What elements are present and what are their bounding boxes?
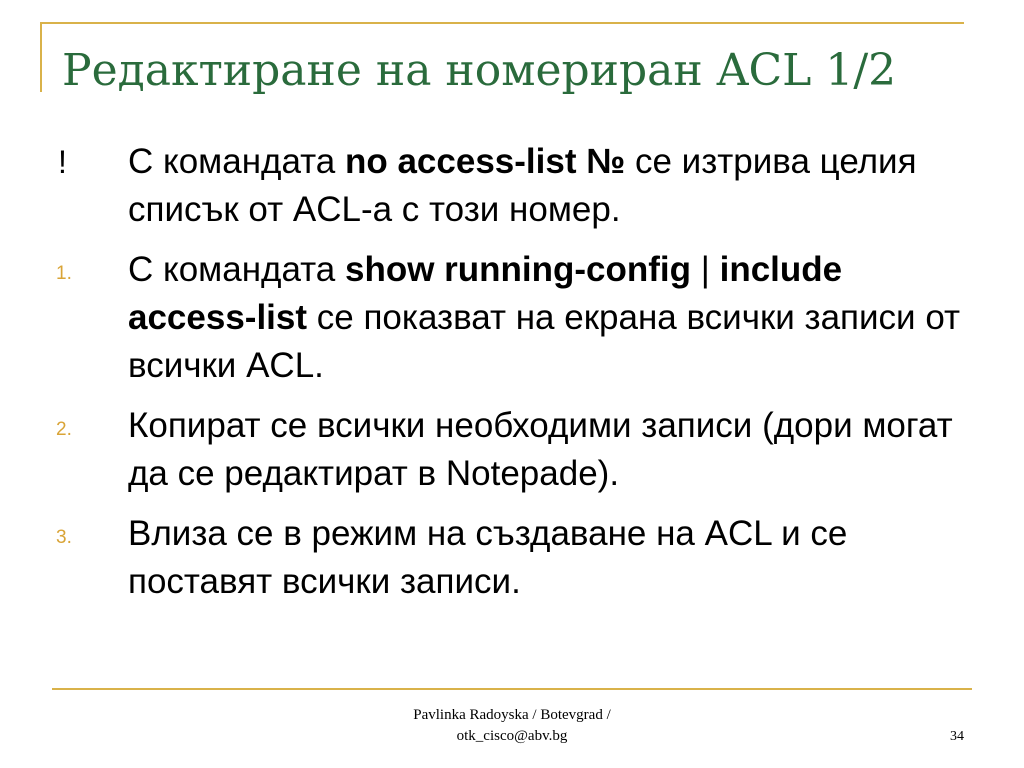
list-item-2	[56, 402, 966, 498]
intro-item	[56, 138, 966, 234]
intro-text-before: С командата	[128, 142, 345, 181]
list-item-1-command-2: include access-list	[128, 250, 843, 337]
list-item-2-text: Копират се всички необходими записи (дори могат да се редактират в Notepade).	[128, 406, 953, 493]
list-item-2-marker: 2.	[56, 419, 72, 440]
intro-command: no access-list №	[344, 142, 626, 181]
slide-body	[56, 138, 966, 618]
list-item-1-text-after: се показват на екрана всички записи от всички ACL.	[128, 298, 961, 385]
footer-author: Pavlinka Radoyska / Botevgrad /	[413, 707, 611, 723]
list-item-1-marker: 1.	[56, 263, 72, 284]
list-item-1-separator: |	[691, 250, 720, 289]
list-item-3-marker: 3.	[56, 527, 72, 548]
slide-title: Редактиране на номериран ACL 1/2	[62, 45, 897, 96]
list-item-1	[56, 246, 966, 390]
list-item-1-command-1: show running-config	[344, 250, 692, 289]
list-item-3	[56, 510, 966, 606]
list-item-3-text: Влиза се в режим на създаване на ACL и се поставят всички записи.	[128, 514, 848, 601]
footer-rule	[52, 688, 972, 690]
intro-text-after: се изтрива целия списък от ACL-а с този номер.	[128, 142, 917, 229]
page-number: 34	[950, 729, 964, 744]
footer-email: otk_cisco@abv.bg	[456, 728, 568, 744]
intro-marker: !	[58, 144, 67, 180]
frame-left-rule	[40, 22, 42, 92]
footer-text	[312, 705, 712, 747]
list-item-1-text-before: С командата	[128, 250, 345, 289]
frame-top-rule	[40, 22, 964, 24]
